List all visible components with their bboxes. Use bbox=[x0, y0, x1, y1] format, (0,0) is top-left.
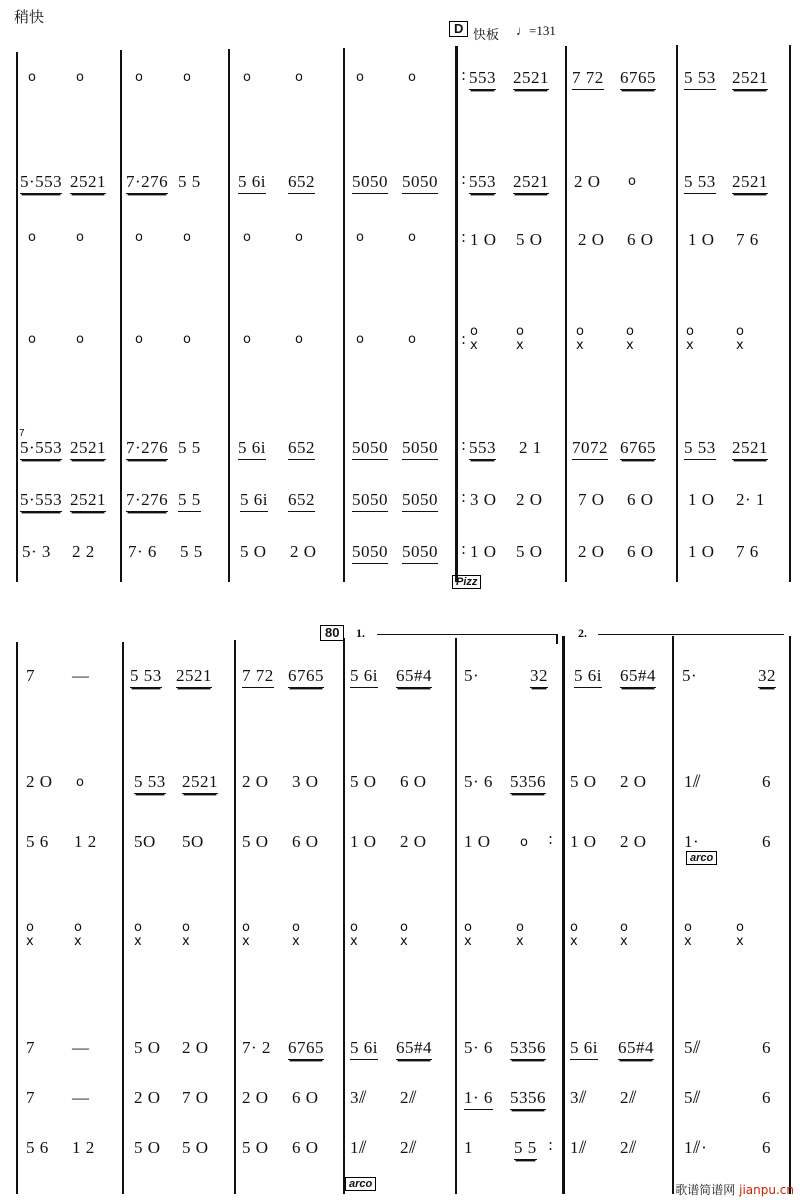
melody-cell: 5 6i bbox=[574, 666, 602, 688]
melody-cell: 2521 bbox=[182, 772, 218, 794]
melody-cell: 5 5 bbox=[180, 542, 203, 561]
barline bbox=[228, 49, 230, 582]
rhythm-note: o bbox=[243, 230, 251, 245]
repeat-dots: : bbox=[461, 540, 467, 558]
percussion-x: x bbox=[684, 934, 692, 949]
melody-cell: 2⫽ bbox=[400, 1138, 418, 1157]
melody-cell: 5·553 bbox=[20, 172, 62, 194]
measure-number: 7 bbox=[19, 428, 25, 439]
melody-cell: 1 O bbox=[688, 230, 715, 249]
melody-cell: — bbox=[72, 1038, 90, 1057]
melody-cell: 65#4 bbox=[620, 666, 656, 688]
melody-cell: 5 6i bbox=[238, 172, 266, 194]
melody-cell: 1· 6 bbox=[464, 1088, 493, 1110]
percussion-x: x bbox=[26, 934, 34, 949]
percussion-o: o bbox=[626, 324, 634, 339]
repeat-dots: : bbox=[461, 436, 467, 454]
melody-cell: 5⫽ bbox=[684, 1038, 702, 1057]
melody-cell: 5 6i bbox=[240, 490, 268, 512]
arco-marking-bottom: arco bbox=[345, 1174, 376, 1192]
percussion-o: o bbox=[570, 920, 578, 935]
rehearsal-mark-d bbox=[449, 20, 468, 38]
melody-cell: 2 O bbox=[26, 772, 53, 791]
melody-cell: 5 53 bbox=[130, 666, 162, 688]
barline-repeat bbox=[455, 46, 458, 582]
melody-cell: 2 O bbox=[182, 1038, 209, 1057]
system-top bbox=[0, 42, 800, 588]
melody-cell: 5050 bbox=[402, 438, 438, 460]
melody-cell: 1 O bbox=[570, 832, 597, 851]
melody-cell: 2 O bbox=[574, 172, 601, 191]
melody-cell: 5· bbox=[464, 666, 480, 685]
melody-cell: 5·553 bbox=[20, 438, 62, 460]
rhythm-note: o bbox=[76, 775, 84, 790]
melody-cell: 1 O bbox=[688, 542, 715, 561]
site-credit bbox=[675, 1181, 794, 1198]
melody-cell: 5 6i bbox=[238, 438, 266, 460]
rhythm-note: o bbox=[295, 70, 303, 85]
ending-2-bracket bbox=[598, 634, 784, 635]
rhythm-note: o bbox=[408, 332, 416, 347]
melody-cell: 5 O bbox=[182, 1138, 209, 1157]
melody-cell: 5 53 bbox=[134, 772, 166, 794]
melody-cell: 5 53 bbox=[684, 172, 716, 194]
melody-cell: 6 bbox=[762, 1038, 771, 1057]
ending-1-bracket bbox=[377, 634, 557, 635]
melody-cell: 2 O bbox=[134, 1088, 161, 1107]
melody-cell: 5·553 bbox=[20, 490, 62, 512]
melody-cell: 553 bbox=[469, 172, 496, 194]
bpm-marking: ♩=131 bbox=[516, 23, 556, 38]
melody-cell: 5 6i bbox=[350, 1038, 378, 1060]
percussion-x: x bbox=[736, 934, 744, 949]
melody-cell: 7 6 bbox=[736, 230, 759, 249]
credit-site: jianpu.cn bbox=[739, 1183, 794, 1197]
tempo-allegro-label: 快板 bbox=[473, 28, 500, 43]
percussion-o: o bbox=[516, 324, 524, 339]
percussion-x: x bbox=[686, 338, 694, 353]
percussion-o: o bbox=[74, 920, 82, 935]
melody-cell: 2 O bbox=[620, 772, 647, 791]
rhythm-note: o bbox=[183, 332, 191, 347]
melody-cell: 5 O bbox=[242, 1138, 269, 1157]
melody-cell: 6 O bbox=[292, 832, 319, 851]
melody-cell: 7·276 bbox=[126, 490, 168, 512]
arco-marking-left: arco bbox=[686, 848, 717, 866]
barline bbox=[343, 638, 345, 1194]
rhythm-note: o bbox=[135, 230, 143, 245]
melody-cell: 2 O bbox=[578, 230, 605, 249]
melody-cell: 1 O bbox=[470, 230, 497, 249]
melody-cell: 2 O bbox=[290, 542, 317, 561]
percussion-x: x bbox=[242, 934, 250, 949]
measure-number-box: 80 bbox=[320, 624, 344, 642]
percussion-x: x bbox=[350, 934, 358, 949]
percussion-x: x bbox=[74, 934, 82, 949]
percussion-o: o bbox=[400, 920, 408, 935]
melody-cell: — bbox=[72, 666, 90, 685]
melody-cell: 1⫽· bbox=[684, 1138, 708, 1157]
percussion-x: x bbox=[620, 934, 628, 949]
melody-cell: 7 6 bbox=[736, 542, 759, 561]
melody-cell: 6 O bbox=[400, 772, 427, 791]
melody-cell: 7 bbox=[26, 666, 35, 685]
melody-cell: 5 O bbox=[516, 230, 543, 249]
melody-cell: 6765 bbox=[620, 68, 656, 90]
melody-cell: 2⫽ bbox=[400, 1088, 418, 1107]
percussion-x: x bbox=[182, 934, 190, 949]
melody-cell: 2521 bbox=[732, 438, 768, 460]
rhythm-note: o bbox=[295, 230, 303, 245]
rhythm-note: o bbox=[76, 230, 84, 245]
percussion-o: o bbox=[686, 324, 694, 339]
repeat-dots: : bbox=[461, 330, 467, 348]
system-bottom bbox=[0, 620, 800, 1200]
pizz-marking: Pizz bbox=[452, 572, 481, 590]
rhythm-note: o bbox=[520, 835, 528, 850]
rhythm-note: o bbox=[135, 70, 143, 85]
repeat-dots: : bbox=[461, 228, 467, 246]
melody-cell: 2 O bbox=[242, 772, 269, 791]
percussion-x: x bbox=[516, 934, 524, 949]
rhythm-note: o bbox=[408, 230, 416, 245]
melody-cell: 5· 6 bbox=[464, 1038, 493, 1057]
percussion-o: o bbox=[620, 920, 628, 935]
melody-cell: 1 2 bbox=[72, 1138, 95, 1157]
melody-cell: 32 bbox=[758, 666, 776, 688]
melody-cell: 1 2 bbox=[74, 832, 97, 851]
melody-cell: 3⫽ bbox=[570, 1088, 588, 1107]
melody-cell: 1 bbox=[464, 1138, 473, 1157]
melody-cell: 2521 bbox=[70, 438, 106, 460]
percussion-o: o bbox=[182, 920, 190, 935]
percussion-o: o bbox=[26, 920, 34, 935]
melody-cell: 652 bbox=[288, 438, 315, 460]
melody-cell: 1 O bbox=[464, 832, 491, 851]
melody-cell: 5356 bbox=[510, 1088, 546, 1110]
percussion-o: o bbox=[292, 920, 300, 935]
melody-cell: 7 72 bbox=[572, 68, 604, 90]
rhythm-note: o bbox=[356, 230, 364, 245]
melody-cell: 5⫽ bbox=[684, 1088, 702, 1107]
repeat-dots: : bbox=[548, 1136, 554, 1154]
melody-cell: 1 O bbox=[470, 542, 497, 561]
melody-cell: 1⫽ bbox=[570, 1138, 588, 1157]
barline bbox=[234, 640, 236, 1194]
rhythm-note: o bbox=[135, 332, 143, 347]
melody-cell: 5 O bbox=[350, 772, 377, 791]
melody-cell: 65#4 bbox=[396, 1038, 432, 1060]
melody-cell: 2 O bbox=[242, 1088, 269, 1107]
tempo-marking-cn: 稍快 bbox=[14, 8, 45, 26]
barline bbox=[16, 52, 18, 582]
percussion-x: x bbox=[400, 934, 408, 949]
melody-cell: 6 bbox=[762, 1138, 771, 1157]
barline-repeat bbox=[562, 636, 565, 1194]
melody-cell: 553 bbox=[469, 68, 496, 90]
melody-cell: 2⫽ bbox=[620, 1088, 638, 1107]
melody-cell: 1 O bbox=[688, 490, 715, 509]
credit-text: 歌谱简谱网 bbox=[675, 1183, 740, 1197]
repeat-dots: : bbox=[461, 170, 467, 188]
melody-cell: 5050 bbox=[352, 542, 388, 564]
melody-cell: 652 bbox=[288, 490, 315, 512]
percussion-o: o bbox=[242, 920, 250, 935]
rhythm-note: o bbox=[356, 70, 364, 85]
melody-cell: 5 5 bbox=[178, 172, 201, 191]
melody-cell: 5050 bbox=[402, 490, 438, 512]
melody-cell: 5 6i bbox=[570, 1038, 598, 1060]
melody-cell: 7·276 bbox=[126, 172, 168, 194]
ending-1-label: 1. bbox=[356, 626, 365, 640]
melody-cell: 32 bbox=[530, 666, 548, 688]
melody-cell: 5 O bbox=[516, 542, 543, 561]
melody-cell: 5356 bbox=[510, 1038, 546, 1060]
percussion-x: x bbox=[470, 338, 478, 353]
melody-cell: 7 bbox=[26, 1088, 35, 1107]
percussion-o: o bbox=[464, 920, 472, 935]
repeat-dots: : bbox=[548, 830, 554, 848]
melody-cell: 2 O bbox=[620, 832, 647, 851]
barline bbox=[16, 642, 18, 1194]
percussion-x: x bbox=[134, 934, 142, 949]
melody-cell: 5050 bbox=[352, 438, 388, 460]
percussion-x: x bbox=[626, 338, 634, 353]
melody-cell: 2· 1 bbox=[736, 490, 765, 509]
melody-cell: 5 53 bbox=[684, 68, 716, 90]
melody-cell: 2521 bbox=[513, 172, 549, 194]
melody-cell: 2521 bbox=[70, 172, 106, 194]
rhythm-note: o bbox=[28, 230, 36, 245]
barline bbox=[676, 45, 678, 582]
rhythm-note: o bbox=[183, 70, 191, 85]
melody-cell: 7 O bbox=[578, 490, 605, 509]
melody-cell: 1⫽ bbox=[684, 772, 702, 791]
percussion-x: x bbox=[516, 338, 524, 353]
repeat-dots: : bbox=[461, 66, 467, 84]
melody-cell: 3 O bbox=[470, 490, 497, 509]
melody-cell: 6 O bbox=[627, 490, 654, 509]
rhythm-note: o bbox=[243, 332, 251, 347]
percussion-o: o bbox=[736, 920, 744, 935]
rhythm-note: o bbox=[76, 332, 84, 347]
melody-cell: 5050 bbox=[402, 172, 438, 194]
melody-cell: 5 O bbox=[240, 542, 267, 561]
melody-cell: 6765 bbox=[620, 438, 656, 460]
melody-cell: 2521 bbox=[513, 68, 549, 90]
percussion-o: o bbox=[736, 324, 744, 339]
melody-cell: 3⫽ bbox=[350, 1088, 368, 1107]
melody-cell: 5O bbox=[134, 832, 156, 851]
rhythm-note: o bbox=[408, 70, 416, 85]
barline bbox=[455, 638, 457, 1194]
melody-cell: 5356 bbox=[510, 772, 546, 794]
melody-cell: 5 5 bbox=[178, 490, 201, 512]
barline bbox=[565, 46, 567, 582]
melody-cell: 6765 bbox=[288, 1038, 324, 1060]
melody-cell: 652 bbox=[288, 172, 315, 194]
melody-cell: 3 O bbox=[292, 772, 319, 791]
melody-cell: 2521 bbox=[732, 68, 768, 90]
melody-cell: 7 bbox=[26, 1038, 35, 1057]
melody-cell: 2 O bbox=[516, 490, 543, 509]
melody-cell: 7072 bbox=[572, 438, 608, 460]
melody-cell: 5 6i bbox=[350, 666, 378, 688]
percussion-x: x bbox=[464, 934, 472, 949]
rhythm-note: o bbox=[356, 332, 364, 347]
melody-cell: 5050 bbox=[352, 172, 388, 194]
melody-cell: 6 bbox=[762, 832, 771, 851]
melody-cell: 5 5 bbox=[178, 438, 201, 457]
melody-cell: 5 O bbox=[242, 832, 269, 851]
barline bbox=[343, 48, 345, 582]
percussion-o: o bbox=[350, 920, 358, 935]
barline bbox=[672, 636, 674, 1194]
melody-cell: 7 72 bbox=[242, 666, 274, 688]
percussion-x: x bbox=[576, 338, 584, 353]
melody-cell: 2 1 bbox=[519, 438, 542, 457]
melody-cell: 5· bbox=[682, 666, 698, 685]
rehearsal-letter-box: D bbox=[449, 21, 468, 37]
melody-cell: 553 bbox=[469, 438, 496, 460]
melody-cell: 7· 2 bbox=[242, 1038, 271, 1057]
melody-cell: 7·276 bbox=[126, 438, 168, 460]
percussion-o: o bbox=[516, 920, 524, 935]
rhythm-note: o bbox=[243, 70, 251, 85]
rhythm-note: o bbox=[28, 332, 36, 347]
barline bbox=[120, 50, 122, 582]
melody-cell: 5 O bbox=[134, 1138, 161, 1157]
ending-1-hook bbox=[556, 634, 558, 644]
repeat-dots: : bbox=[461, 488, 467, 506]
melody-cell: 1⫽ bbox=[350, 1138, 368, 1157]
melody-cell: 6765 bbox=[288, 666, 324, 688]
rhythm-note: o bbox=[76, 70, 84, 85]
melody-cell: 2 O bbox=[400, 832, 427, 851]
rhythm-note: o bbox=[628, 174, 636, 189]
melody-cell: 2⫽ bbox=[620, 1138, 638, 1157]
percussion-o: o bbox=[134, 920, 142, 935]
melody-cell: 6 O bbox=[627, 542, 654, 561]
melody-cell: 5 O bbox=[134, 1038, 161, 1057]
melody-cell: 2521 bbox=[70, 490, 106, 512]
melody-cell: 7· 6 bbox=[128, 542, 157, 561]
percussion-o: o bbox=[684, 920, 692, 935]
melody-cell: 5 6 bbox=[26, 832, 49, 851]
percussion-x: x bbox=[736, 338, 744, 353]
melody-cell: 2521 bbox=[176, 666, 212, 688]
rhythm-note: o bbox=[295, 332, 303, 347]
rhythm-note: o bbox=[183, 230, 191, 245]
melody-cell: 5 5 bbox=[514, 1138, 537, 1160]
percussion-o: o bbox=[576, 324, 584, 339]
melody-cell: 1· bbox=[684, 832, 700, 851]
melody-cell: 5O bbox=[182, 832, 204, 851]
melody-cell: 5 53 bbox=[684, 438, 716, 460]
melody-cell: — bbox=[72, 1088, 90, 1107]
melody-cell: 5 6 bbox=[26, 1138, 49, 1157]
melody-cell: 6 bbox=[762, 772, 771, 791]
ending-2-label: 2. bbox=[578, 626, 587, 640]
barline bbox=[789, 636, 791, 1194]
melody-cell: 6 O bbox=[292, 1138, 319, 1157]
melody-cell: 5· 6 bbox=[464, 772, 493, 791]
melody-cell: 6 O bbox=[627, 230, 654, 249]
melody-cell: 2 O bbox=[578, 542, 605, 561]
melody-cell: 2521 bbox=[732, 172, 768, 194]
melody-cell: 1 O bbox=[350, 832, 377, 851]
barline bbox=[789, 45, 791, 582]
percussion-o: o bbox=[470, 324, 478, 339]
melody-cell: 6 O bbox=[292, 1088, 319, 1107]
melody-cell: 5050 bbox=[352, 490, 388, 512]
melody-cell: 7 O bbox=[182, 1088, 209, 1107]
percussion-x: x bbox=[570, 934, 578, 949]
barline bbox=[122, 642, 124, 1194]
rhythm-note: o bbox=[28, 70, 36, 85]
melody-cell: 5 O bbox=[570, 772, 597, 791]
percussion-x: x bbox=[292, 934, 300, 949]
melody-cell: 2 2 bbox=[72, 542, 95, 561]
melody-cell: 65#4 bbox=[618, 1038, 654, 1060]
melody-cell: 5050 bbox=[402, 542, 438, 564]
melody-cell: 5· 3 bbox=[22, 542, 51, 561]
melody-cell: 6 bbox=[762, 1088, 771, 1107]
melody-cell: 65#4 bbox=[396, 666, 432, 688]
